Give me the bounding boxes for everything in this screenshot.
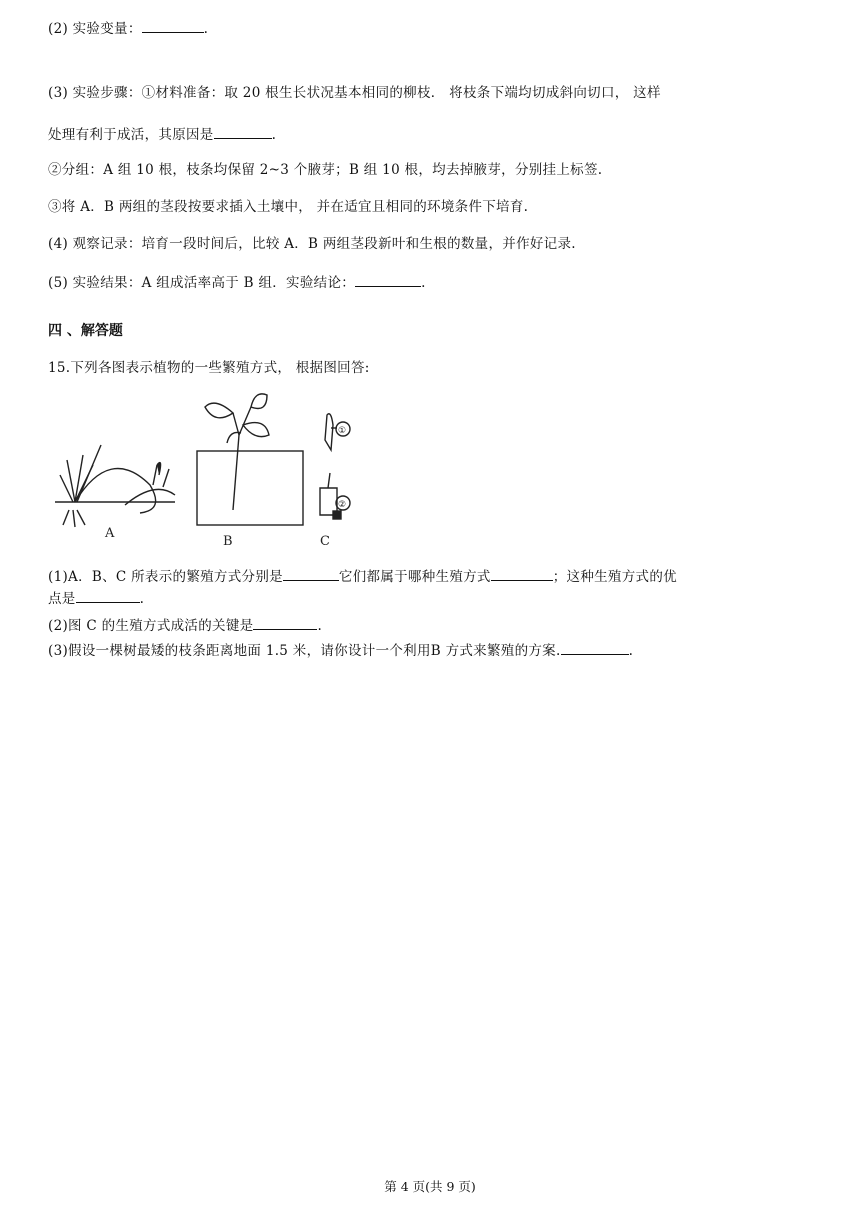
question-1-line: (1)A．B、C 所表示的繁殖方式分别是 它们都属于哪种生殖方式 ；这种生殖方式的优 [48, 566, 677, 587]
propagation-figure [55, 385, 375, 550]
section-heading: 四 、解答题 [48, 323, 123, 339]
propagation-diagram [55, 385, 375, 550]
page-footer: 第 4 页(共 9 页) [384, 1179, 476, 1194]
observation-text: (4) 观察记录：培育一段时间后，比较 A．B 两组茎段新叶和生根的数量，并作好记录. [48, 236, 576, 252]
answer-blank[interactable] [283, 566, 339, 581]
grouping-line [48, 160, 602, 180]
observation-line [48, 234, 576, 254]
answer-blank[interactable] [491, 566, 553, 581]
question-3-line: (3)假设一棵树最矮的枝条距离地面 1.5 米，请你设计一个利用B 方式来繁殖的方案. . [48, 640, 633, 661]
figure-label-c: C [320, 534, 330, 549]
question-2-line: (2)图 C 的生殖方式成活的关键是 . [48, 615, 322, 636]
figure-label-b: B [223, 534, 233, 549]
figure-marker-1: ① [338, 426, 347, 436]
question-1-continued: 点是 . [48, 588, 144, 609]
answer-blank[interactable] [214, 124, 272, 139]
answer-blank[interactable] [253, 615, 317, 630]
answer-blank[interactable] [142, 18, 204, 33]
result-line: (5) 实验结果：A 组成活率高于 B 组．实验结论： . [48, 272, 426, 293]
reason-line: 处理有利于成活，其原因是 . [48, 124, 276, 145]
question-stem: 15.下列各图表示植物的一些繁殖方式， 根据图回答: [48, 360, 370, 376]
planting-line [48, 197, 528, 217]
cutting-drawing [197, 394, 303, 525]
variable-text: (2) 实验变量： [48, 21, 142, 37]
steps-line [48, 83, 661, 103]
answer-blank[interactable] [561, 640, 629, 655]
steps-text: (3) 实验步骤：①材料准备：取 20 根生长状况基本相同的柳枝． 将枝条下端均切成斜向切口， 这样 [48, 85, 661, 101]
grouping-text: ②分组：A 组 10 根，枝条均保留 2~3 个腋芽；B 组 10 根，均去掉腋芽，分别挂上标签. [48, 162, 603, 178]
variable-line: (2) 实验变量： . [48, 18, 208, 39]
result-text: (5) 实验结果：A 组成活率高于 B 组．实验结论： [48, 275, 356, 291]
planting-text: ③将 A．B 两组的茎段按要求插入土壤中， 并在适宜且相同的环境条件下培育. [48, 199, 529, 215]
figure-marker-2: ② [338, 500, 347, 510]
reason-text: 处理有利于成活，其原因是 [48, 127, 214, 143]
layering-drawing [55, 445, 175, 527]
answer-blank[interactable] [76, 588, 140, 603]
figure-label-a: A [105, 526, 115, 541]
answer-blank[interactable] [355, 272, 421, 287]
